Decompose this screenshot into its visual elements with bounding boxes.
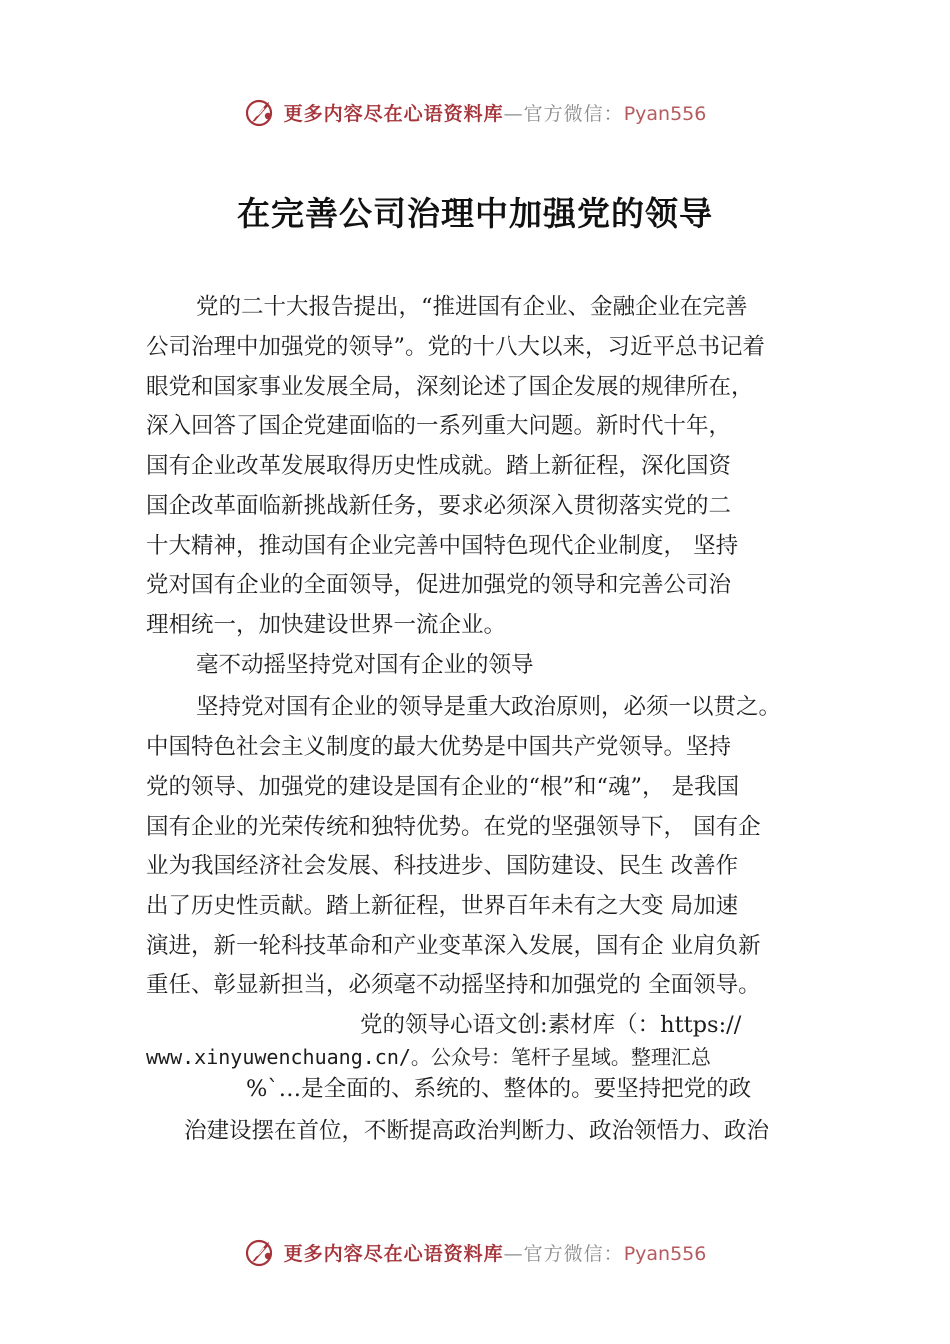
banner-text: [284, 1239, 707, 1266]
banner-separator: —: [503, 1242, 524, 1265]
body-line: 坚持党对国有企业的领导是重大政治原则，必须一以贯之。: [196, 694, 782, 720]
banner-wechat-label: 官方微信：: [523, 1242, 624, 1265]
body-line: 治建设摆在首位，不断提高政治判断力、政治领悟力、政治: [184, 1118, 770, 1144]
banner-wechat-id: Pyan556: [623, 102, 707, 125]
body-line: 十大精神，推动国有企业完善中国特色现代企业制度， 坚持: [146, 533, 739, 559]
quill-pen-logo-icon: [244, 96, 276, 128]
document-title: 在完善公司治理中加强党的领导: [237, 194, 713, 233]
banner-wechat-label: 官方微信：: [523, 102, 624, 125]
section-heading: 毫不动摇坚持党对国有企业的领导: [196, 652, 534, 678]
body-line: 业为我国经济社会发展、科技进步、国防建设、民生 改善作: [146, 853, 739, 879]
banner-prefix: 更多内容尽在心语资料库: [283, 1242, 504, 1265]
banner-text: [284, 99, 707, 126]
footer-banner: [0, 1236, 950, 1268]
body-line: %`…是全面的、系统的、整体的。要坚持把党的政: [246, 1076, 752, 1102]
body-line: 公司治理中加强党的领导”。党的十八大以来，习近平总书记着: [146, 334, 766, 360]
header-banner: [0, 96, 950, 128]
body-line: 党对国有企业的全面领导，促进加强党的领导和完善公司治: [146, 572, 732, 598]
watermark-line: 党的领导心语文创:素材库（：https://: [360, 1012, 742, 1038]
body-line: 党的二十大报告提出，“推进国有企业、金融企业在完善: [196, 294, 748, 320]
watermark-line: www.xinyuwenchuang.cn/。公众号：笔杆子星域。整理汇总: [146, 1045, 711, 1069]
quill-pen-logo-icon: [244, 1236, 276, 1268]
banner-wechat-id: Pyan556: [623, 1242, 707, 1265]
body-line: 演进，新一轮科技革命和产业变革深入发展，国有企 业肩负新: [146, 933, 761, 959]
body-line: 出了历史性贡献。踏上新征程，世界百年未有之大变 局加速: [146, 893, 739, 919]
body-line: 眼党和国家事业发展全局，深刻论述了国企发展的规律所在，: [146, 374, 754, 400]
body-line: 党的领导、加强党的建设是国有企业的“根”和“魂”， 是我国: [146, 774, 740, 800]
body-line: 国有企业改革发展取得历史性成就。踏上新征程，深化国资: [146, 453, 732, 479]
banner-separator: —: [503, 102, 524, 125]
body-line: 理相统一，加快建设世界一流企业。: [146, 612, 507, 638]
banner-prefix: 更多内容尽在心语资料库: [283, 102, 504, 125]
body-line: 重任、彰显新担当，必须毫不动摇坚持和加强党的 全面领导。: [146, 972, 761, 998]
body-line: 中国特色社会主义制度的最大优势是中国共产党领导。坚持: [146, 734, 732, 760]
body-line: 国有企业的光荣传统和独特优势。在党的坚强领导下， 国有企: [146, 814, 761, 840]
body-line: 国企改革面临新挑战新任务，要求必须深入贯彻落实党的二: [146, 493, 732, 519]
body-line: 深入回答了国企党建面临的一系列重大问题。新时代十年，: [146, 413, 732, 439]
